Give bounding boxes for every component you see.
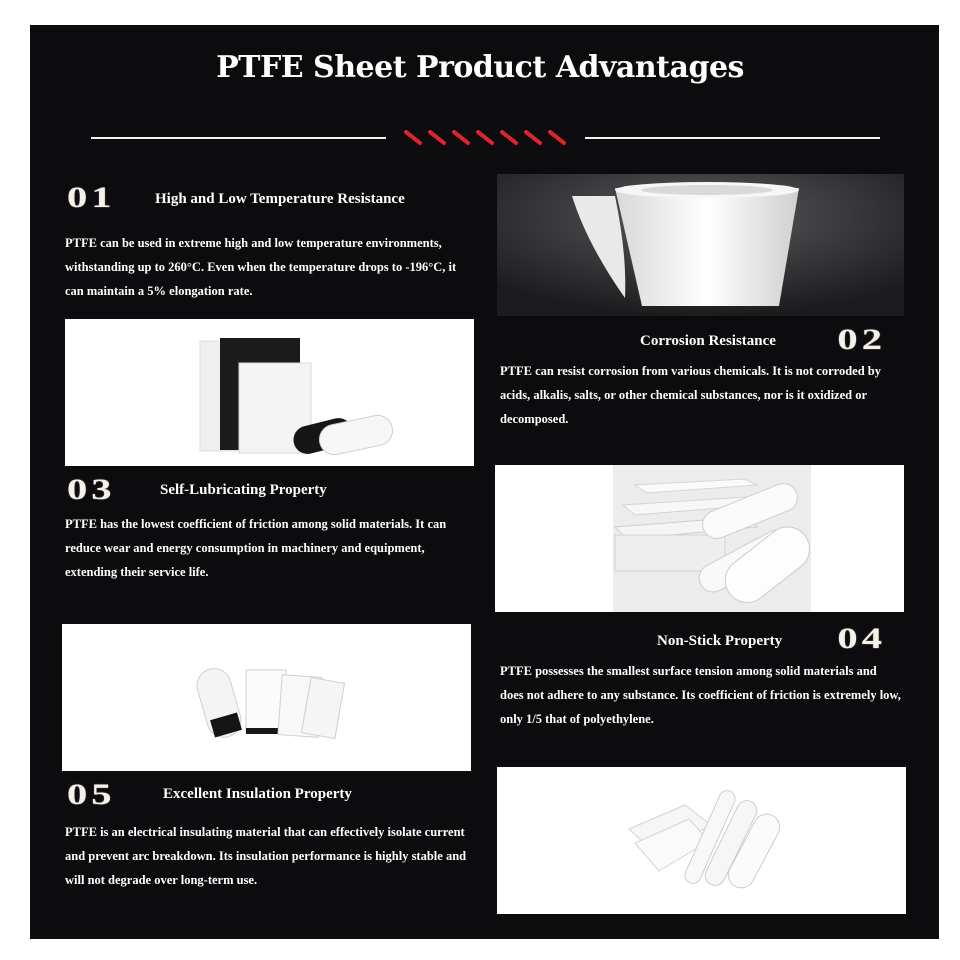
section-body-05: PTFE is an electrical insulating material that can effectively isolate current and prevent arc breakdown. Its insulation performance is highly stable and will not degrade over long-term use.: [65, 825, 467, 887]
section-heading-04: Non-Stick Property: [657, 633, 783, 649]
section-body-03: PTFE has the lowest coefficient of friction among solid materials. It can reduce wear and energy consumption in machinery and equipment, extending their service life.: [65, 517, 447, 579]
section-body-01: PTFE can be used in extreme high and low temperature environments, withstanding up to 260°C. Even when the temperature drops to -196°C, it can maintain a 5% elongation rate.: [65, 236, 457, 298]
section-heading-05: Excellent Insulation Property: [163, 786, 352, 802]
section-number-02: 02: [837, 323, 886, 356]
section-body-04: PTFE possesses the smallest surface tension among solid materials and does not adhere to any substance. Its coefficient of friction is extremely low, only 1/5 that of polyethylene.: [500, 664, 901, 726]
section-heading-03: Self-Lubricating Property: [160, 482, 327, 498]
divider-left-line: [91, 137, 386, 139]
section-number-03: 03: [67, 473, 116, 506]
section-heading-01: High and Low Temperature Resistance: [155, 191, 405, 207]
image-ptfe-rod-and-sheet-samples: [62, 624, 471, 771]
page-title: PTFE Sheet Product Advantages: [216, 50, 744, 85]
section-number-04: 04: [837, 622, 886, 655]
divider-right-line: [585, 137, 880, 139]
section-body-02: PTFE can resist corrosion from various chemicals. It is not corroded by acids, alkalis, salts, or other chemical substances, nor is it oxidized or decomposed.: [500, 364, 881, 426]
image-ptfe-stacked-sheets-and-rods: [495, 465, 904, 612]
section-heading-02: Corrosion Resistance: [640, 333, 776, 349]
image-ptfe-sheets-and-rods: [65, 319, 474, 466]
image-ptfe-film-roll: [497, 174, 904, 316]
divider-slash-ornament: [400, 128, 572, 148]
section-number-01: 01: [67, 181, 116, 214]
section-number-05: 05: [67, 778, 116, 811]
image-ptfe-sheets-and-long-rods: [497, 767, 906, 914]
